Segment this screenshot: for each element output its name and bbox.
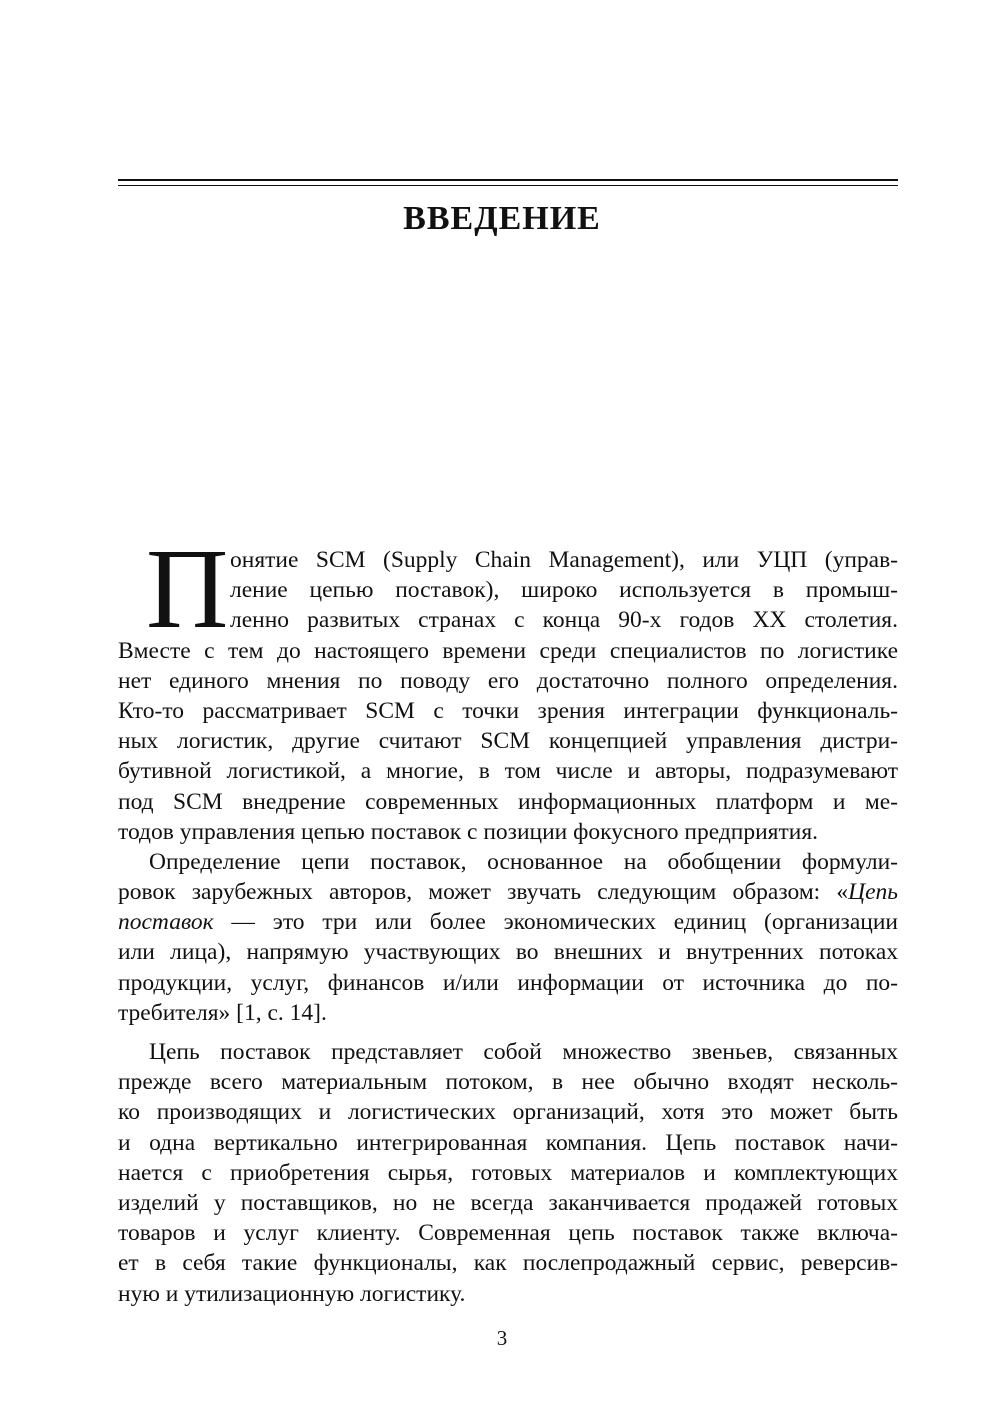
- text-line: ную и утилизационную логистику.: [118, 1280, 466, 1307]
- text-line: требителя» [1, с. 14].: [118, 999, 327, 1026]
- text-line: продукции, услуг, финансов и/или информации от источника до по-: [118, 969, 898, 996]
- text-line: ление цепью поставок), широко используется в промыш-: [230, 577, 898, 604]
- text-line: нет единого мнения по поводу его достаточно полного определения.: [118, 667, 898, 694]
- page-title: ВВЕДЕНИЕ: [403, 200, 601, 237]
- text-line: под SCM внедрение современных информационных платформ и ме-: [118, 788, 898, 815]
- text-line: прежде всего материальным потоком, в нее обычно входят несколь-: [118, 1069, 898, 1096]
- text-line: Вместе с тем до настоящего времени среди специалистов по логистике: [118, 637, 898, 664]
- italic-term: поставок: [118, 909, 214, 936]
- text-line: товаров и услуг клиенту. Современная цепь поставок также включа-: [118, 1220, 898, 1247]
- text-line: Определение цепи поставок, основанное на обобщении формули-: [149, 848, 898, 875]
- text-line: ет в себя такие функционалы, как послепродажный сервис, реверсив-: [118, 1250, 898, 1277]
- text-line: бутивной логистикой, а многие, в том числе и авторы, подразумевают: [118, 758, 898, 785]
- drop-cap: П: [146, 525, 229, 652]
- title-rule-bottom: [118, 185, 898, 186]
- title-rule-top: [118, 179, 898, 181]
- text-line: Кто-то рассматривает SCM с точки зрения интеграции функциональ-: [118, 697, 898, 724]
- text-line: или лица), напрямую участвующих во внешних и внутренних потоках: [118, 939, 898, 966]
- body-text: [118, 525, 898, 1309]
- text-line: [118, 877, 898, 907]
- text-line: тодов управления цепью поставок с позиции фокусного предприятия.: [118, 818, 819, 845]
- text-line: ленно развитых странах с конца 90-х годов XX столетия.: [230, 607, 898, 634]
- text-line: ко производящих и логистических организаций, хотя это может быть: [118, 1099, 898, 1126]
- text-line: Цепь поставок представляет собой множество звеньев, связанных: [149, 1039, 898, 1065]
- text-line: ных логистик, другие считают SCM концепцией управления дистри-: [118, 728, 898, 755]
- page-number: 3: [496, 1326, 508, 1350]
- text-line: изделий у поставщиков, но не всегда заканчивается продажей готовых: [118, 1189, 898, 1216]
- text-line: онятие SCM (Supply Chain Management), или УЦП (управ-: [230, 547, 898, 573]
- paragraph-gap: [118, 1028, 898, 1037]
- text-segment: — это три или более экономических единиц (организации: [213, 909, 898, 936]
- text-segment: ровок зарубежных авторов, может звучать следующим образом: «: [118, 879, 849, 906]
- italic-term: Цепь: [848, 879, 898, 906]
- text-line: нается с приобретения сырья, готовых материалов и комплектующих: [118, 1159, 898, 1186]
- text-line: [118, 907, 898, 937]
- text-line: и одна вертикально интегрированная компания. Цепь поставок начи-: [118, 1129, 898, 1156]
